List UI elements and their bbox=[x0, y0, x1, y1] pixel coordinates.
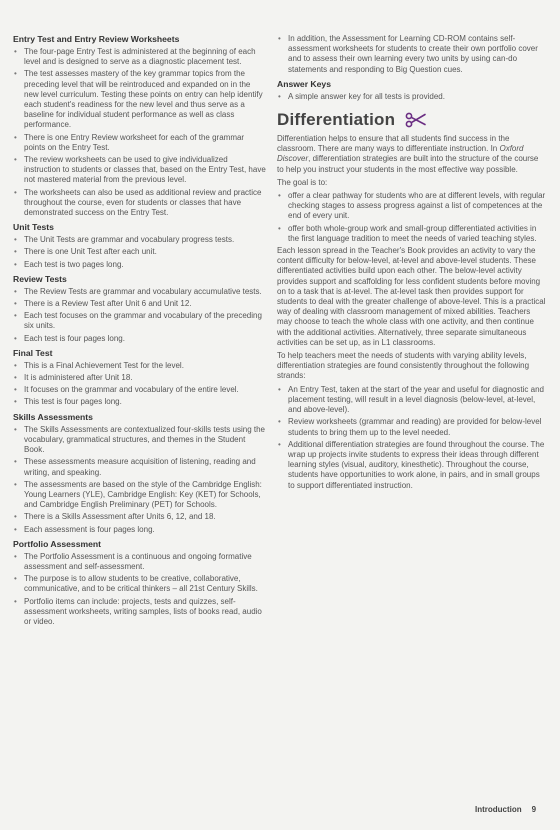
bullet-item: • The worksheets can also be used as additional review and practice throughout the course, even for students or classes that have demonstrated success on the Entry Test. bbox=[13, 188, 266, 219]
bullet-item: • The review worksheets can be used to give individualized instruction to students or classes that, based on the Entry Test, have not mastered material from the previous level. bbox=[13, 155, 266, 186]
bullet-list bbox=[13, 287, 266, 344]
goal-list bbox=[277, 191, 547, 244]
bullet-item: • There is one Entry Review worksheet for each of the grammar points on the Entry Test. bbox=[13, 133, 266, 153]
right-column bbox=[277, 34, 547, 493]
intro-text: Differentiation helps to ensure that all students find success in the classroom. There are many ways to differentiate instruction. In bbox=[277, 134, 510, 154]
intro-text: , differentiation strategies are built into the structure of the course to help you instruct your students in the most effective way possible. bbox=[277, 154, 539, 174]
bullet-list bbox=[13, 361, 266, 408]
page-footer bbox=[475, 805, 536, 814]
scissors-icon bbox=[405, 112, 427, 128]
bullet-list bbox=[13, 552, 266, 627]
bullet-item: • The purpose is to allow students to be creative, collaborative, communicative, and to be critical thinkers – all 21st Century Skills. bbox=[13, 574, 266, 594]
bullet-item: • There is a Review Test after Unit 6 and Unit 12. bbox=[13, 299, 266, 309]
bullet-item: • The assessments are based on the style of the Cambridge English: Young Learners (YLE), Cambridge English: Key (KET) for Schools, and Cambridge English Preliminary (PET) for Schools. bbox=[13, 480, 266, 511]
bullet-item: • Portfolio items can include: projects, tests and quizzes, self-assessment worksheets, writing samples, lists of books read, audio or video. bbox=[13, 597, 266, 628]
course-title: Oxford Discover bbox=[277, 144, 524, 164]
strand-item: • An Entry Test, taken at the start of the year and useful for diagnostic and placement testing, will result in a level diagnosis (below-level, at-level, and above-level). bbox=[277, 385, 547, 416]
section-review-tests bbox=[13, 274, 266, 344]
goal-lead: The goal is to: bbox=[277, 177, 328, 187]
bullet-list bbox=[277, 92, 547, 102]
bullet-list bbox=[277, 34, 547, 75]
bullet-list bbox=[13, 425, 266, 535]
bullet-item: • The four-page Entry Test is administered at the beginning of each level and is designed to serve as a diagnostic placement test. bbox=[13, 47, 266, 67]
page-number: 9 bbox=[531, 805, 537, 814]
bullet-item: • A simple answer key for all tests is provided. bbox=[277, 92, 547, 102]
section-final-test bbox=[13, 348, 266, 408]
strand-item: • Additional differentiation strategies are found throughout the course. The wrap up projects invite students to express their ideas through different learning styles (visual, auditory, kinesthetic). Throughout the course, students have opportunities to work alone, in pairs, and in small groups to support differentiated instruction. bbox=[277, 440, 547, 491]
bullet-item: • There is a Skills Assessment after Units 6, 12, and 18. bbox=[13, 512, 266, 522]
bullet-item: • These assessments measure acquisition of listening, reading and writing, and speaking. bbox=[13, 457, 266, 477]
bullet-item: • Each test is four pages long. bbox=[13, 334, 266, 344]
section-heading: Portfolio Assessment bbox=[13, 538, 102, 549]
strand-item: • Review worksheets (grammar and reading) are provided for below-level students to bring them up to the level needed. bbox=[277, 417, 547, 437]
goal-item: • offer both whole-group work and small-group differentiated activities in the first language tradition to meet the needs of varied teaching styles. bbox=[277, 224, 547, 244]
section-heading: Entry Test and Entry Review Worksheets bbox=[13, 34, 180, 44]
bullet-item: • The Portfolio Assessment is a continuous and ongoing formative assessment and self-assessment. bbox=[13, 552, 266, 572]
lesson-spread-paragraph: Each lesson spread in the Teacher's Book provides an activity to vary the content difficulty for below-level, at-level and above-level students. These differentiated activities build upon each other. The below-level activity provides support and scaffolding for less confident students before moving on to a task that is at-level. The at-level task then provides support for students to deal with the greater challenge of above-level. This is a practical way of dealing with classroom management of mixed abilities. Teachers may choose to teach the whole class with one activity, and then continue with the additional activities. Alternatively, three separate simultaneous activities can be set up, as in L1 classrooms. bbox=[277, 246, 546, 347]
bullet-item: • In addition, the Assessment for Learning CD-ROM contains self-assessment worksheets for students to create their own portfolio cover and to assess their own learning every two units by using can-do statements and responding to Big Question cues. bbox=[277, 34, 547, 75]
bullet-item: • The Review Tests are grammar and vocabulary accumulative tests. bbox=[13, 287, 266, 297]
differentiation-heading-row bbox=[277, 110, 547, 130]
bullet-item: • There is one Unit Test after each unit. bbox=[13, 247, 266, 257]
section-portfolio-assessment bbox=[13, 539, 266, 627]
section-entry-test bbox=[13, 34, 266, 218]
bullet-item: • Each assessment is four pages long. bbox=[13, 525, 266, 535]
section-skills-assessments bbox=[13, 412, 266, 535]
section-heading: Final Test bbox=[13, 347, 53, 358]
differentiation-intro bbox=[277, 134, 547, 175]
section-answer-keys bbox=[277, 79, 547, 102]
bullet-item: • This is a Final Achievement Test for the level. bbox=[13, 361, 266, 371]
section-differentiation bbox=[277, 110, 547, 491]
bullet-item: • It focuses on the grammar and vocabulary of the entire level. bbox=[13, 385, 266, 395]
bullet-item: • The Unit Tests are grammar and vocabulary progress tests. bbox=[13, 235, 266, 245]
bullet-item: • This test is four pages long. bbox=[13, 397, 266, 407]
strand-list bbox=[277, 385, 547, 491]
bullet-item: • Each test focuses on the grammar and vocabulary of the preceding six units. bbox=[13, 311, 266, 331]
bullet-list bbox=[13, 47, 266, 218]
bullet-item: • The Skills Assessments are contextualized four-skills tests using the vocabulary, grammatical structures, and themes in the Student Book. bbox=[13, 425, 266, 456]
bullet-list bbox=[13, 235, 266, 270]
footer-section-label: Introduction bbox=[475, 805, 522, 814]
left-column bbox=[13, 34, 266, 631]
bullet-item: • It is administered after Unit 18. bbox=[13, 373, 266, 383]
differentiation-heading: Differentiation bbox=[277, 110, 396, 130]
section-heading: Answer Keys bbox=[277, 78, 331, 89]
bullet-item: • The test assesses mastery of the key grammar topics from the preceding level that will be reintroduced and expanded on in the new level curriculum. Testing these points on entry can help identify each student's readiness for the new level and thus serve as a baseline for individual student performance as well as class performance. bbox=[13, 69, 266, 130]
goal-item: • offer a clear pathway for students who are at different levels, with regular checking stages to assess progress against a list of competences at the end of every unit. bbox=[277, 191, 547, 222]
section-heading: Review Tests bbox=[13, 273, 67, 284]
section-heading: Unit Tests bbox=[13, 222, 54, 233]
section-heading: Skills Assessments bbox=[13, 411, 93, 422]
strands-lead: To help teachers meet the needs of students with varying ability levels, differentiation strategies are found consistently throughout the following strands: bbox=[277, 351, 530, 381]
bullet-item: • Each test is two pages long. bbox=[13, 260, 266, 270]
section-unit-tests bbox=[13, 222, 266, 270]
